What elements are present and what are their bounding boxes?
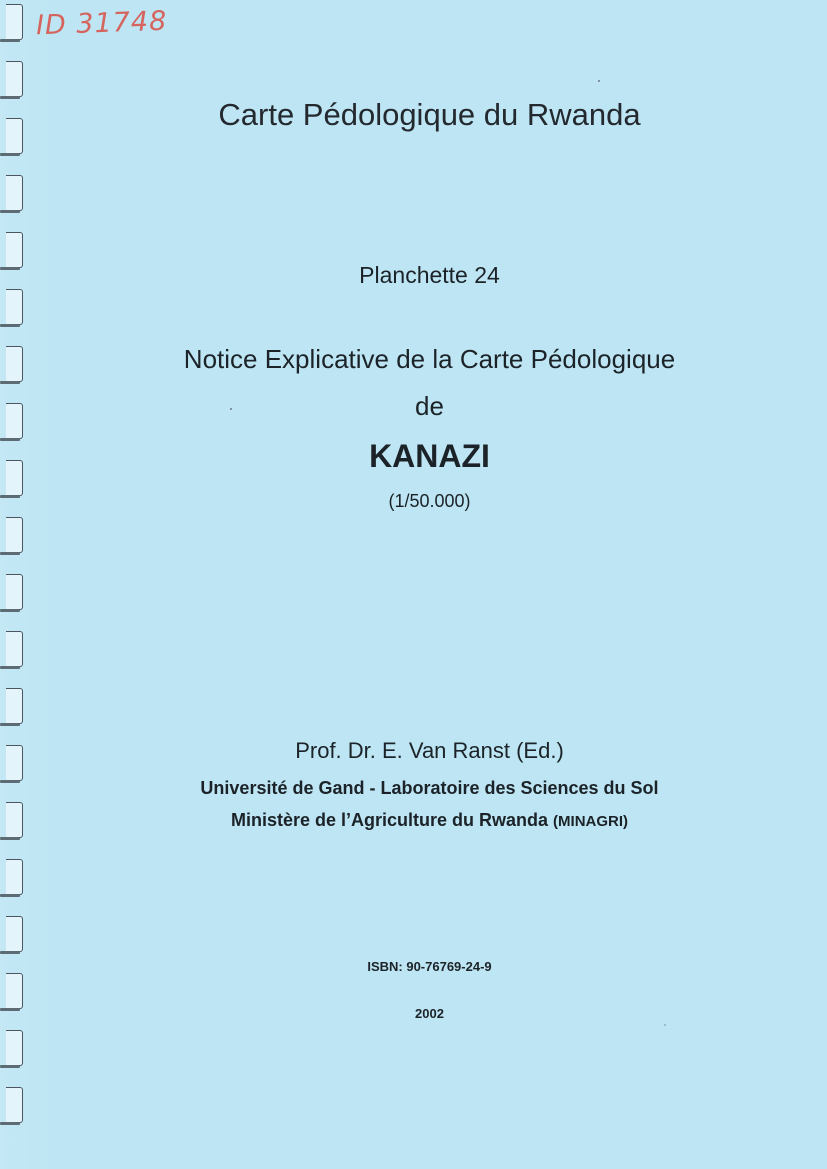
binding-ring (6, 118, 23, 154)
affiliation-university: Université de Gand - Laboratoire des Sciences du Sol (200, 778, 659, 798)
notice-heading: Notice Explicative de la Carte Pédologique (183, 344, 676, 374)
paper-speck (664, 1024, 666, 1026)
binding-ring (6, 916, 23, 952)
map-scale: (1/50.000) (388, 491, 471, 511)
binding-ring (6, 4, 23, 40)
binding-ring (6, 973, 23, 1009)
binding-ring (6, 61, 23, 97)
binding-ring (6, 517, 23, 553)
binding-ring (6, 346, 23, 382)
spiral-binding (0, 0, 32, 1169)
isbn-number: ISBN: 90-76769-24-9 (367, 959, 492, 974)
binding-ring (6, 403, 23, 439)
binding-ring (6, 1030, 23, 1066)
document-title: Carte Pédologique du Rwanda (218, 97, 641, 132)
binding-ring (6, 1087, 23, 1123)
binding-ring (6, 859, 23, 895)
binding-ring (6, 232, 23, 268)
binding-ring (6, 460, 23, 496)
binding-ring (6, 688, 23, 724)
planchette-number: Planchette 24 (359, 262, 500, 288)
affiliation-ministry-abbr: (MINAGRI) (553, 813, 629, 830)
paper-speck (598, 80, 600, 82)
binding-ring (6, 289, 23, 325)
paper-speck (230, 408, 232, 410)
binding-ring (6, 631, 23, 667)
affiliation-ministry (32, 810, 827, 831)
affiliation-ministry-name: Ministère de l’Agriculture du Rwanda (230, 810, 549, 830)
binding-ring (6, 802, 23, 838)
binding-ring (6, 175, 23, 211)
binding-ring (6, 574, 23, 610)
binding-ring (6, 745, 23, 781)
handwritten-id-stamp: ID 31748 (35, 5, 168, 42)
notice-connector: de (415, 391, 444, 421)
place-name: KANAZI (369, 438, 490, 474)
publication-year: 2002 (415, 1006, 444, 1021)
author-line: Prof. Dr. E. Van Ranst (Ed.) (295, 738, 564, 763)
